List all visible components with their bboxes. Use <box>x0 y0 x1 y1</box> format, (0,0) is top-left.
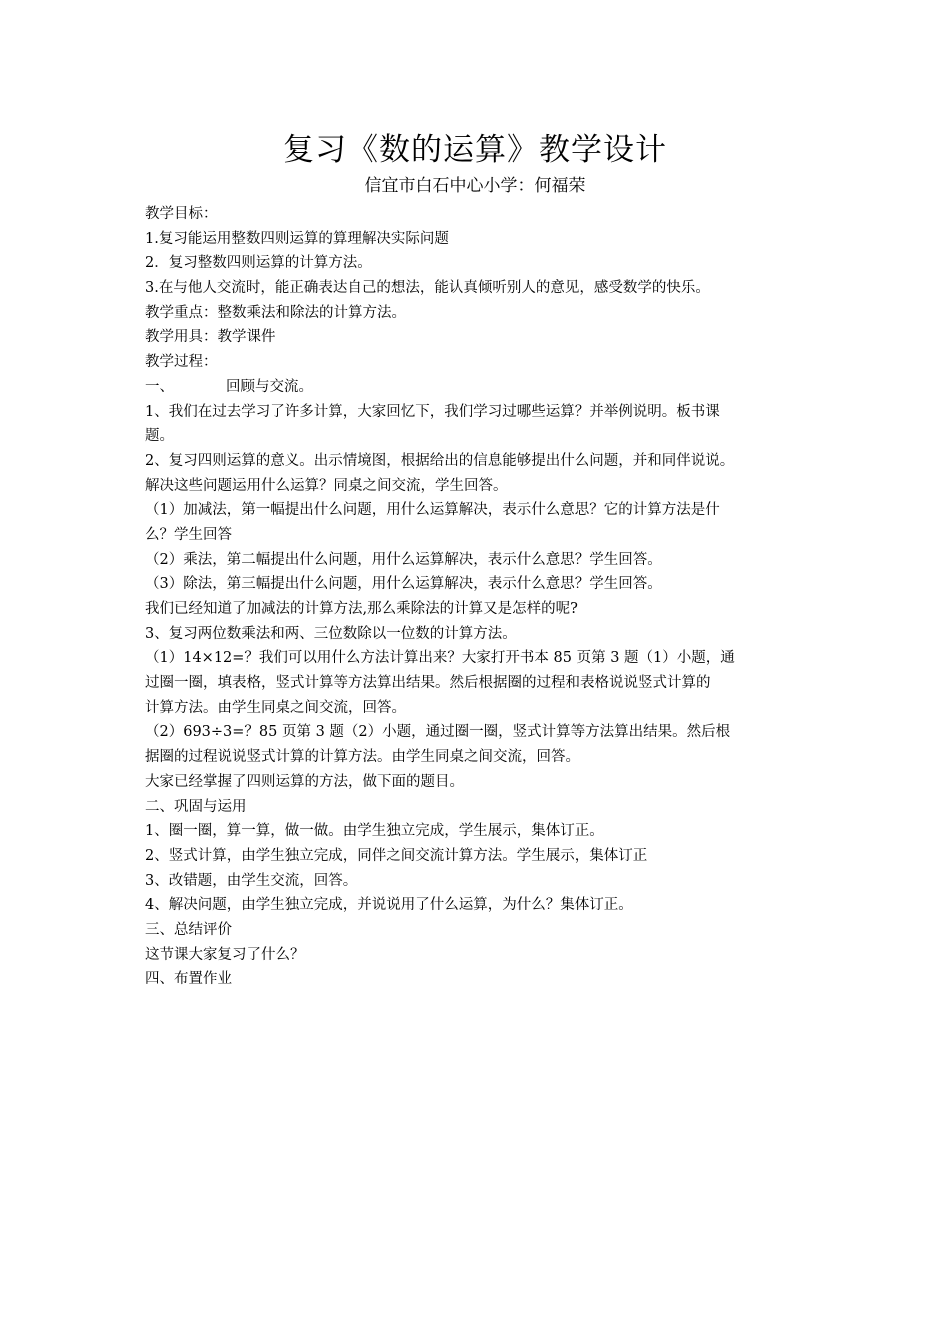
text-line: 解决这些问题运用什么运算？同桌之间交流，学生回答。 <box>145 477 508 494</box>
text-line: 3、复习两位数乘法和两、三位数除以一位数的计算方法。 <box>145 625 517 642</box>
author-line: 信宜市白石中心小学：何福荣 <box>364 176 586 196</box>
text-line: 3、改错题，由学生交流，回答。 <box>145 872 358 889</box>
text-line: 教学目标： <box>145 206 218 222</box>
text-line: 2、竖式计算，由学生独立完成，同伴之间交流计算方法。学生展示，集体订正 <box>145 847 648 864</box>
text-line: 1.复习能运用整数四则运算的算理解决实际问题 <box>145 230 449 247</box>
text-line: （1）14×12=？我们可以用什么方法计算出来？大家打开书本 85 页第 3 题（1）小题，通 <box>145 650 735 667</box>
text-line: 四、布置作业 <box>145 971 232 988</box>
text-line: 3.在与他人交流时，能正确表达自己的想法，能认真倾听别人的意见，感受数学的快乐。 <box>145 280 710 297</box>
text-line: （3）除法，第三幅提出什么问题，用什么运算解决，表示什么意思？学生回答。 <box>145 576 662 593</box>
text-line: 1、圈一圈，算一算，做一做。由学生独立完成，学生展示，集体订正。 <box>145 823 604 840</box>
section-heading-line <box>145 375 825 400</box>
text-line: 据圈的过程说说竖式计算的计算方法。由学生同桌之间交流，回答。 <box>145 749 580 766</box>
text-line: 2．复习整数四则运算的计算方法。 <box>145 255 372 272</box>
document-title: 复习《数的运算》教学设计 <box>283 132 667 168</box>
text-line: 1、我们在过去学习了许多计算，大家回忆下，我们学习过哪些运算？并举例说明。板书课 <box>145 403 720 420</box>
section-heading: 回顾与交流。 <box>226 378 313 395</box>
text-line: 二、巩固与运用 <box>145 798 247 815</box>
text-line: （2）693÷3=？85 页第 3 题（2）小题，通过圈一圈，竖式计算等方法算出结果。然后根 <box>145 724 731 741</box>
text-line: 我们已经知道了加减法的计算方法,那么乘除法的计算又是怎样的呢? <box>145 601 578 617</box>
text-line: 2、复习四则运算的意义。出示情境图，根据给出的信息能够提出什么问题，并和同伴说说。 <box>145 452 735 469</box>
text-line: 题。 <box>145 428 174 445</box>
text-line: 么？学生回答 <box>145 526 232 543</box>
text-line: （1）加减法，第一幅提出什么问题，用什么运算解决，表示什么意思？它的计算方法是什 <box>145 502 720 519</box>
text-line: 这节课大家复习了什么？ <box>145 946 305 963</box>
text-line: 计算方法。由学生同桌之间交流，回答。 <box>145 699 406 716</box>
section-number: 一、 <box>145 378 174 395</box>
text-line: 教学用具：教学课件 <box>145 329 276 346</box>
text-line: 4、解决问题，由学生独立完成，并说说用了什么运算，为什么？集体订正。 <box>145 897 633 914</box>
text-line: 三、总结评价 <box>145 921 232 938</box>
text-line: 过圈一圈，填表格，竖式计算等方法算出结果。然后根据圈的过程和表格说说竖式计算的 <box>145 675 711 692</box>
text-line: 大家已经掌握了四则运算的方法，做下面的题目。 <box>145 773 464 790</box>
text-line: 教学重点：整数乘法和除法的计算方法。 <box>145 304 406 321</box>
document-body <box>145 202 825 992</box>
text-line: （2）乘法，第二幅提出什么问题，用什么运算解决，表示什么意思？学生回答。 <box>145 551 662 568</box>
text-line: 教学过程： <box>145 354 218 371</box>
